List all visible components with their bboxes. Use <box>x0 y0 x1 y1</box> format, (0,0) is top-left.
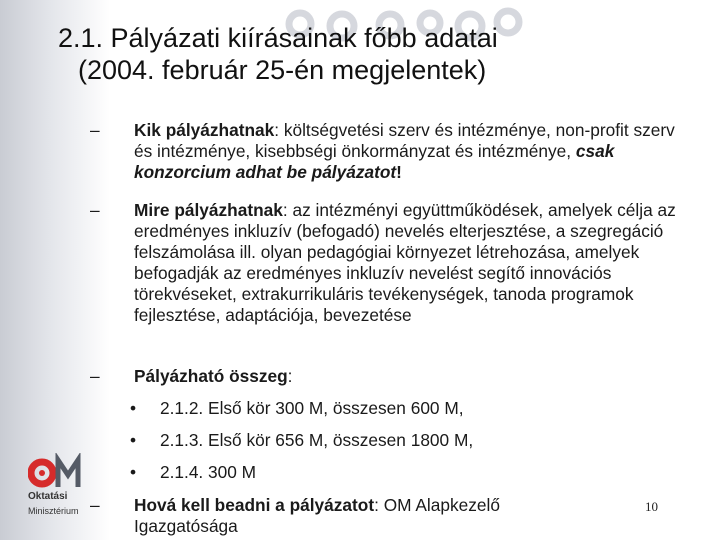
sub-item-text: 2.1.4. 300 M <box>160 462 257 482</box>
item-text: : OM Alapkezelő Igazgatósága <box>134 495 500 536</box>
sub-item-text: 2.1.3. Első kör 656 M, összesen 1800 M, <box>160 430 474 450</box>
list-item-eligible-applicants <box>90 120 690 183</box>
dash-marker: – <box>90 120 100 140</box>
bullet-marker: • <box>130 398 137 418</box>
bullet-marker: • <box>130 430 137 450</box>
sub-list-item <box>130 462 256 483</box>
item-text: : költségvetési szerv és intézménye, non-profit szerv és intézménye, kisebbségi önkormányzat és intézménye, <box>134 120 675 161</box>
sub-item-text: 2.1.2. Első kör 300 M, összesen 600 M, <box>160 398 464 418</box>
item-tail: ! <box>396 162 402 182</box>
dash-marker: – <box>90 200 100 220</box>
logo-text-oktatasi: Oktatási <box>28 491 68 502</box>
sub-list-item <box>130 398 464 419</box>
logo-text-miniszterium: Minisztérium <box>28 506 79 516</box>
page-number: 10 <box>645 499 658 514</box>
item-text: : az intézményi együttműködések, amelyek célja az eredményes inkluzív (befogadó) nevelés elterjesztése, a szegregáció felszámolása ill. olyan pedagógiai környezet létrehozása, amelyek befogadják az eredményes inkluzív nevelést segítő innovációs törekvéseket, extrakurrikuláris tevékenységek, tanoda programok fejlesztése, adaptációja, bevezetése <box>134 200 676 325</box>
item-emphasis: csak konzorcium adhat be pályázatot <box>134 141 615 182</box>
slide-title <box>58 22 698 86</box>
om-logo-icon <box>28 453 92 493</box>
slide-title-line2: (2004. február 25-én megjelentek) <box>78 55 487 85</box>
item-term: Hová kell beadni a pályázatot <box>134 495 375 515</box>
list-item-submission <box>90 495 570 537</box>
dash-marker: – <box>90 366 100 386</box>
list-item-amount <box>90 366 690 387</box>
bullet-marker: • <box>130 462 137 482</box>
item-term: Kik pályázhatnak <box>134 120 275 140</box>
item-term: Mire pályázhatnak <box>134 200 283 220</box>
item-text: : <box>287 366 293 386</box>
dash-marker: – <box>90 495 100 515</box>
item-term: Pályázható összeg <box>134 366 288 386</box>
sub-list-item <box>130 430 473 451</box>
slide-title-line1: 2.1. Pályázati kiírásainak főbb adatai <box>58 23 498 53</box>
list-item-purpose <box>90 200 690 326</box>
